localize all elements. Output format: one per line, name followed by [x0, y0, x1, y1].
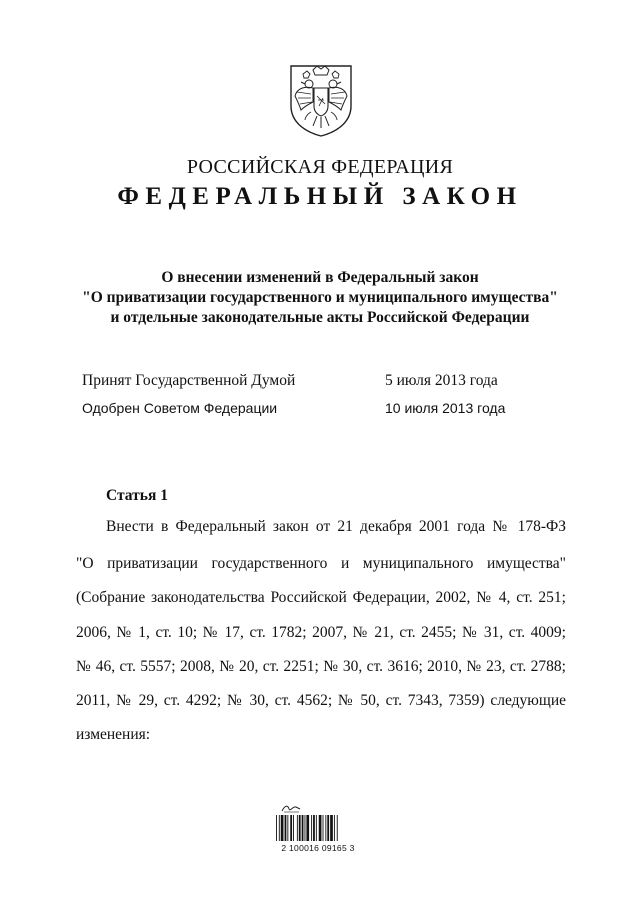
barcode-number: 2 100016 09165 3	[281, 843, 355, 853]
council-approval-label: Одобрен Советом Федерации	[82, 400, 278, 416]
barcode-icon	[276, 815, 360, 841]
article-text-line: "О приватизации государственного и муниципального имущества"	[76, 555, 566, 572]
country-heading: РОССИЙСКАЯ ФЕДЕРАЦИЯ	[186, 156, 454, 178]
council-approval-date: 10 июля 2013 года	[385, 400, 506, 416]
article-text-line: 2006, № 1, ст. 10; № 17, ст. 1782; 2007, № 21, ст. 2455; № 31, ст. 4009;	[76, 624, 566, 641]
article-heading: Статья 1	[106, 487, 168, 504]
duma-adoption-date: 5 июля 2013 года	[385, 372, 498, 389]
law-title-line: О внесении изменений в Федеральный закон	[161, 269, 479, 286]
document-type-heading: ФЕДЕРАЛЬНЫЙ ЗАКОН	[117, 183, 523, 210]
article-text-line: (Собрание законодательства Российской Федерации, 2002, № 4, ст. 251;	[76, 589, 566, 606]
law-title	[0, 268, 640, 328]
article-text-line: № 46, ст. 5557; 2008, № 20, ст. 2251; № 30, ст. 3616; 2010, № 23, ст. 2788;	[76, 658, 566, 675]
law-title-line: "О приватизации государственного и муниципального имущества"	[82, 289, 558, 306]
article-text-line: изменения:	[76, 726, 151, 743]
article-text-line: Внести в Федеральный закон от 21 декабря 2001 года № 178-ФЗ	[106, 518, 566, 535]
duma-adoption-label: Принят Государственной Думой	[82, 372, 296, 389]
article-text-line: 2011, № 29, ст. 4292; № 30, ст. 4562; № 50, ст. 7343, 7359) следующие	[76, 692, 566, 709]
signature-mark-icon	[280, 803, 302, 813]
law-title-line: и отдельные законодательные акты Российской Федерации	[110, 309, 530, 326]
coat-of-arms-icon	[287, 62, 355, 138]
